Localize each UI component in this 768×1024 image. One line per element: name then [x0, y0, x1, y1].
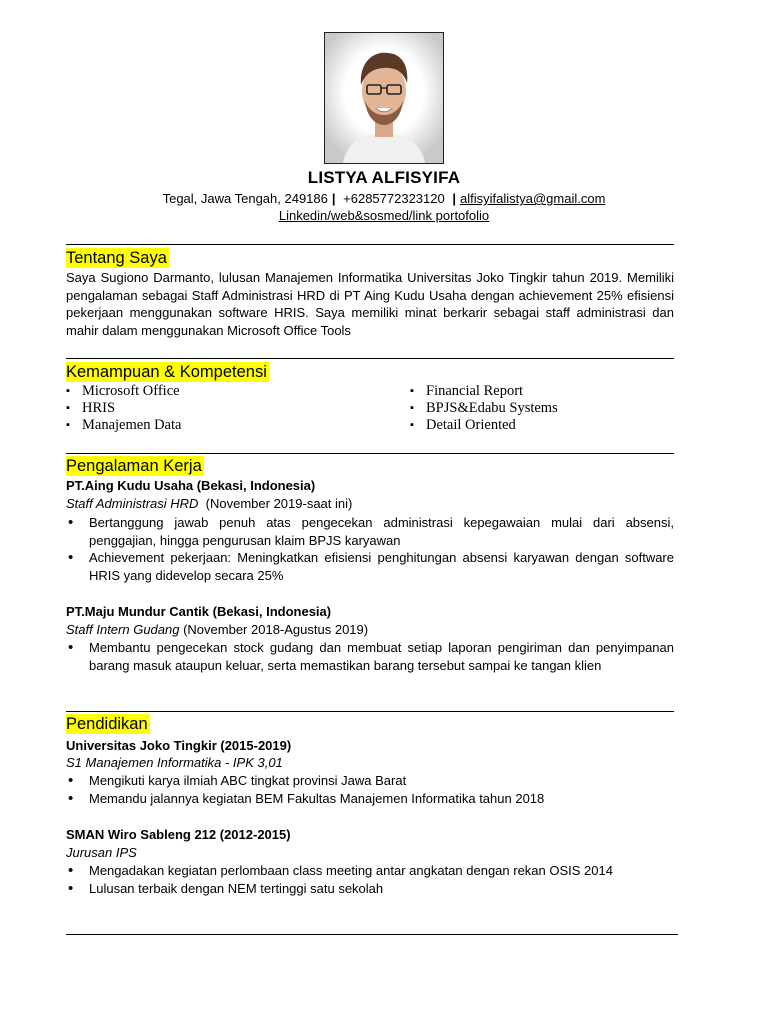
skills-list-right	[409, 383, 558, 433]
section-divider	[66, 358, 674, 359]
email-link[interactable]: alfisyifalistya@gmail.com	[460, 191, 606, 206]
skill-item: ▪ HRIS	[65, 400, 181, 417]
school-detail: Jurusan IPS	[66, 845, 137, 860]
school-name: SMAN Wiro Sableng 212 (2012-2015)	[66, 827, 291, 842]
skills-list-left	[65, 383, 181, 433]
section-divider	[66, 244, 674, 245]
section-divider	[66, 453, 674, 454]
section-heading-about: Tentang Saya	[66, 249, 167, 267]
list-item: • Mengadakan kegiatan perlombaan class meeting antar angkatan dengan rekan OSIS 2014	[66, 862, 674, 880]
list-item: • Memandu jalannya kegiatan BEM Fakultas Manajemen Informatika tahun 2018	[66, 790, 674, 808]
list-item: • Achievement pekerjaan: Meningkatkan efisiensi penghitungan absensi karyawan dengan software HRIS yang didevelop secara 25%	[66, 549, 674, 584]
skill-item: ▪ Financial Report	[409, 383, 558, 400]
skill-item: ▪ BPJS&Edabu Systems	[409, 400, 558, 417]
job-role: Staff Intern Gudang	[66, 622, 180, 637]
school-name: Universitas Joko Tingkir (2015-2019)	[66, 738, 292, 753]
job-company: PT.Maju Mundur Cantik (Bekasi, Indonesia)	[66, 604, 332, 619]
phone: +6285772323120	[343, 191, 445, 206]
list-item: • Membantu pengecekan stock gudang dan membuat setiap laporan pengiriman dan penyimpanan barang masuk ataupun keluar, serta memastikan barang tersebut sampai ke tangan klien	[66, 639, 674, 674]
skill-item: ▪ Microsoft Office	[65, 383, 181, 400]
school-bullets	[66, 772, 674, 807]
skill-item: ▪ Manajemen Data	[65, 417, 181, 434]
avatar	[325, 33, 443, 163]
location: Tegal, Jawa Tengah, 249186	[162, 191, 328, 206]
list-item: • Mengikuti karya ilmiah ABC tingkat provinsi Jawa Barat	[66, 772, 674, 790]
footer-divider	[66, 934, 678, 935]
candidate-name: LISTYA ALFISYIFA	[307, 168, 461, 187]
separator: |	[452, 191, 456, 206]
job-role: Staff Administrasi HRD	[66, 496, 199, 511]
school-detail: S1 Manajemen Informatika - IPK 3,01	[66, 755, 283, 770]
profile-photo	[324, 32, 444, 164]
job-period: (November 2018-Agustus 2019)	[183, 622, 369, 637]
section-heading-experience: Pengalaman Kerja	[66, 457, 202, 475]
section-heading-education: Pendidikan	[66, 715, 148, 733]
section-divider	[66, 711, 674, 712]
section-heading-skills: Kemampuan & Kompetensi	[66, 363, 267, 381]
skill-item: ▪ Detail Oriented	[409, 417, 558, 434]
list-item: • Bertanggung jawab penuh atas pengecekan administrasi kepegawaian mulai dari absensi, penggajian, hingga pengurusan klaim BPJS karyawan	[66, 514, 674, 549]
list-item: • Lulusan terbaik dengan NEM tertinggi satu sekolah	[66, 880, 674, 898]
job-bullets	[66, 514, 674, 584]
job-company: PT.Aing Kudu Usaha (Bekasi, Indonesia)	[66, 478, 316, 493]
portfolio-link[interactable]: Linkedin/web&sosmed/link portofolio	[278, 208, 490, 223]
separator: |	[331, 191, 336, 206]
job-bullets	[66, 639, 674, 674]
job-period: (November 2019-saat ini)	[205, 496, 353, 511]
job-role-line	[66, 495, 352, 512]
about-text: Saya Sugiono Darmanto, lulusan Manajemen Informatika Universitas Joko Tingkir tahun 2019. Memiliki pengalaman sebagai Staff Administrasi HRD di PT Aing Kudu Usaha dengan achievement 25% efisiensi pekerjaan menggunakan software HRIS. Saya memiliki minat berkarir sebagai staff administrasi dan mahir dalam menggunakan Microsoft Office Tools	[66, 270, 674, 338]
contact-line	[0, 191, 768, 206]
job-role-line	[66, 621, 368, 638]
school-bullets	[66, 862, 674, 897]
